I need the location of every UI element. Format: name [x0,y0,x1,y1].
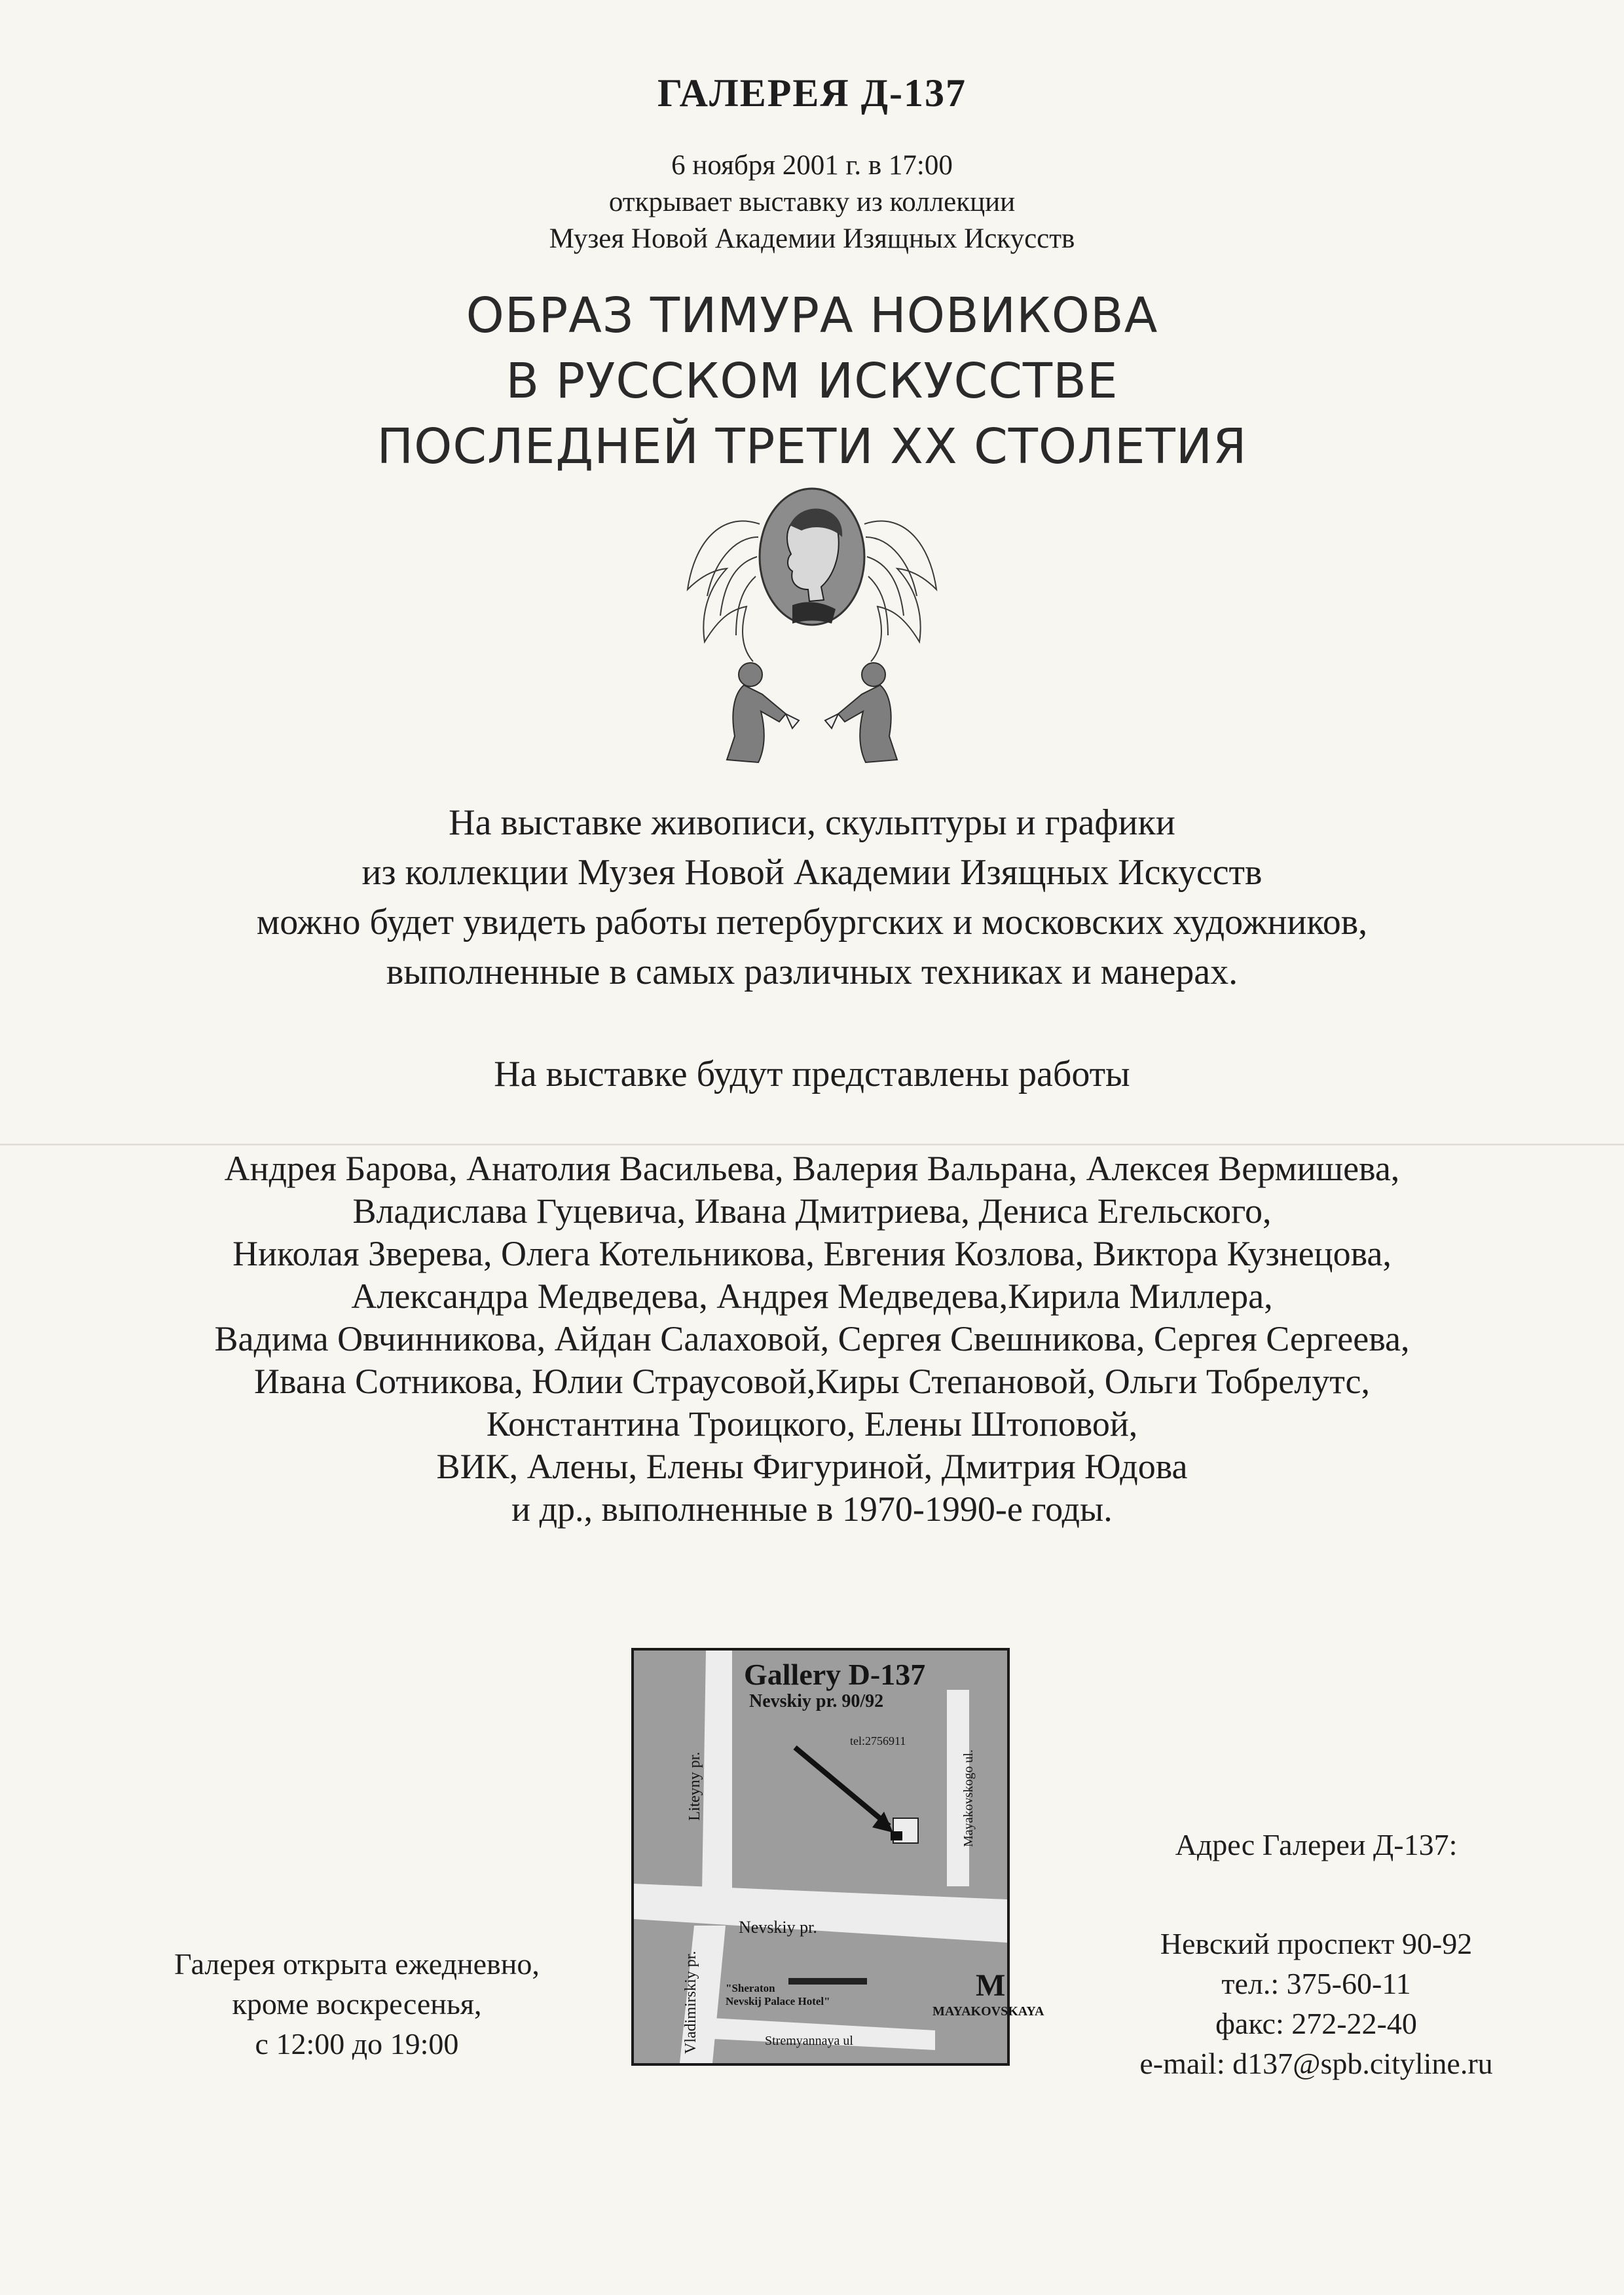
description-line-2: из коллекции Музея Новой Академии Изящных Искусств [361,852,1263,893]
map-title: Gallery D-137 [744,1658,926,1691]
contact-email: e-mail: d137@spb.cityline.ru [1139,2047,1493,2080]
emblem-illustration [681,485,943,786]
paper-fold-line [0,1144,1624,1146]
opens-exhibition-line: открывает выставку из коллекции [608,187,1016,217]
title-line-2: В РУССКОМ ИСКУССТВЕ [506,353,1118,409]
map-street-stremyannaya: Stremyannaya ul [765,2034,853,2048]
title-line-1: ОБРАЗ ТИМУРА НОВИКОВА [466,288,1158,344]
hours-line-2: кроме воскресенья, [232,1987,482,2021]
portrait-medallion-icon [760,489,864,625]
artists-line: Константина Троицкого, Елены Штоповой, [486,1404,1138,1444]
contact-fax: факс: 272-22-40 [1215,2007,1417,2040]
artists-line: Вадима Овчинникова, Айдан Салаховой, Сергея Свешникова, Сергея Сергеева, [214,1319,1410,1358]
map-telephone: tel:2756911 [850,1734,906,1747]
artists-line: Александра Медведева, Андрея Медведева,Кирила Миллера, [351,1277,1273,1316]
artists-line: Владислава Гуцевича, Ивана Дмитриева, Дениса Егельского, [352,1191,1272,1231]
intro-block [0,147,1624,257]
opening-hours [131,1944,583,2064]
contact-street: Невский проспект 90-92 [1160,1927,1473,1960]
map-street-vladimirsky: Vladimirskiy pr. [682,1950,699,2054]
artists-line: Андрея Барова, Анатолия Васильева, Валерия Вальрана, Алексея Вермишева, [224,1149,1400,1188]
map-street-nevskiy: Nevskiy pr. [739,1918,817,1937]
artists-line: Ивана Сотникова, Юлии Страусовой,Киры Степановой, Ольги Тобрелутс, [254,1362,1370,1401]
artists-line: Николая Зверева, Олега Котельникова, Евгения Козлова, Виктора Кузнецова, [232,1234,1392,1273]
map-street-liteyny: Liteyny pr. [686,1751,703,1821]
metro-icon: M [976,1968,1006,2003]
date-line: 6 ноября 2001 г. в 17:00 [671,150,953,181]
map-metro-station: MAYAKOVSKAYA [932,2004,1044,2019]
contact-phone: тел.: 375-60-11 [1221,1967,1411,2000]
hours-line-3: с 12:00 до 19:00 [255,2027,459,2061]
contact-heading: Адрес Галереи Д-137: [1175,1828,1458,1861]
title-line-3: ПОСЛЕДНЕЙ ТРЕТИ ХХ СТОЛЕТИЯ [377,419,1247,475]
kneeling-figures-icon [727,663,897,762]
hours-line-1: Галерея открыта ежедневно, [174,1947,540,1981]
gallery-name-heading: ГАЛЕРЕЯ Д-137 [657,71,967,115]
description-line-4: выполненные в самых различных техниках и манерах. [386,952,1238,992]
gallery-marker [891,1831,902,1840]
description-line-1: На выставке живописи, скульптуры и графики [449,802,1175,843]
location-map [631,1648,1044,2066]
map-hotel-line-1: "Sheraton [726,1982,775,1994]
right-wing-icon [864,521,936,662]
map-hotel-line-2: Nevskij Palace Hotel" [726,1995,830,2007]
contact-block [1067,1825,1565,2083]
map-address: Nevskiy pr. 90/92 [749,1691,884,1711]
museum-line: Музея Новой Академии Изящных Искусств [549,223,1075,254]
exhibition-title [0,283,1624,479]
artists-list [0,1148,1624,1531]
artists-line: ВИК, Алены, Елены Фигуриной, Дмитрия Юдова [436,1447,1188,1486]
exhibition-description [0,798,1624,997]
left-wing-icon [688,521,760,662]
map-hotel-label [726,1982,830,2008]
description-line-3: можно будет увидеть работы петербургских и московских художников, [256,902,1368,942]
artists-line: и др., выполненные в 1970-1990-е годы. [511,1489,1113,1529]
works-heading: На выставке будут представлены работы [494,1054,1130,1094]
map-street-mayakovskogo: Mayakovskogo ul. [961,1749,976,1847]
